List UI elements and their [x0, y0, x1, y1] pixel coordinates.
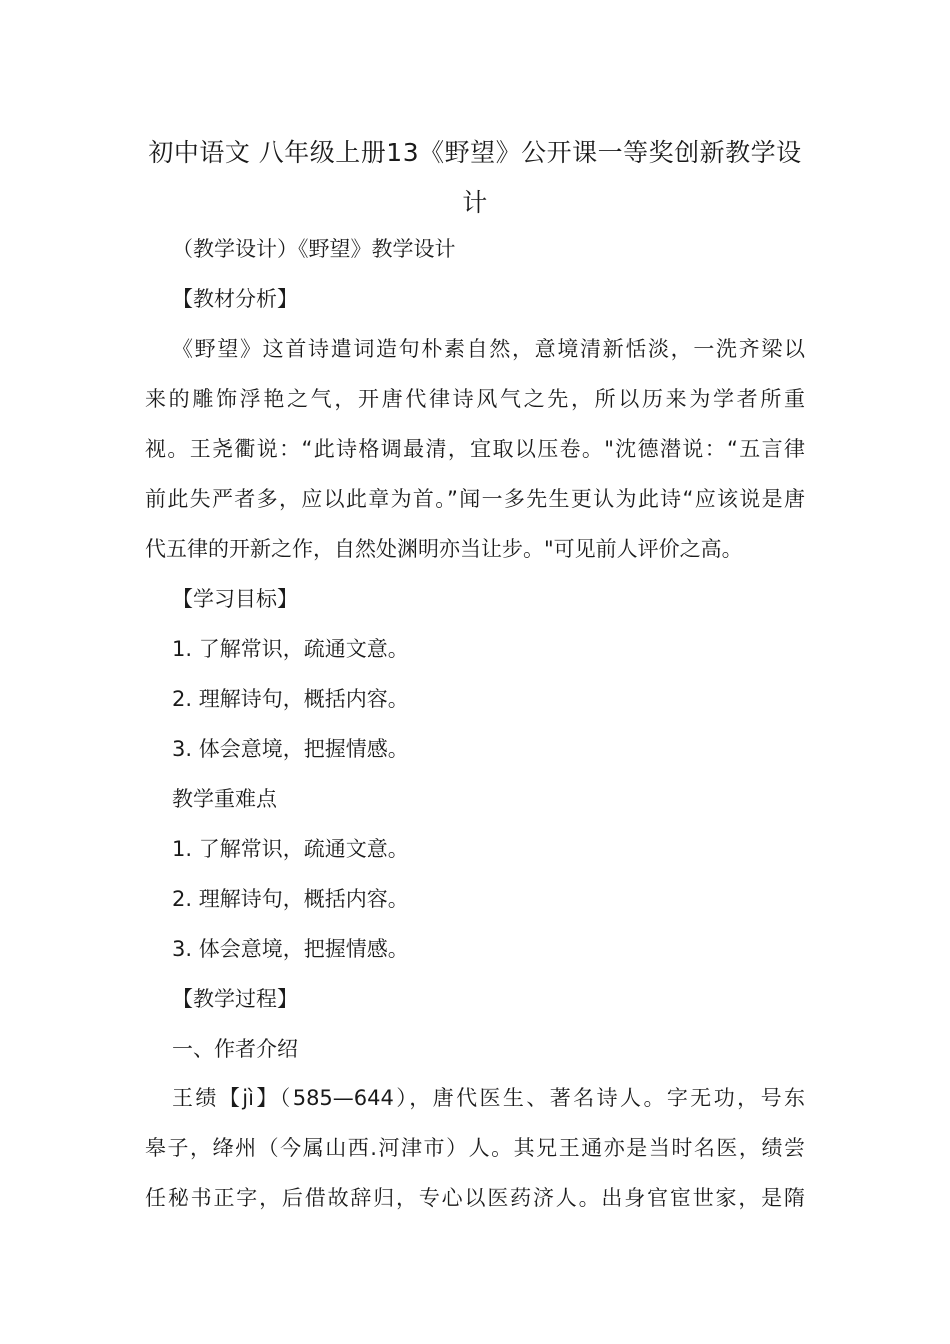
analysis-paragraph-line: 代五律的开新之作，自然处渊明亦当让步。"可见前人评价之高。: [145, 537, 743, 561]
document-subtitle: （教学设计）《野望》教学设计: [172, 237, 456, 261]
key-points-heading: 教学重难点: [172, 787, 277, 811]
analysis-paragraph-line: 视。王尧衢说：“此诗格调最清，宜取以压卷。"沈德潜说：“五言律: [145, 437, 805, 461]
process-heading: 【教学过程】: [172, 987, 298, 1011]
author-paragraph-line: 王绩【jì】（585—644），唐代医生、著名诗人。字无功，号东: [172, 1086, 805, 1110]
author-heading: 一、作者介绍: [172, 1037, 298, 1061]
analysis-paragraph-line: 前此失严者多，应以此章为首。”闻一多先生更认为此诗“应该说是唐: [145, 487, 805, 511]
key-point-item: 1. 了解常识，疏通文意。: [172, 837, 409, 861]
analysis-heading: 【教材分析】: [172, 287, 298, 311]
analysis-paragraph-line: 《野望》这首诗遣词造句朴素自然，意境清新恬淡，一洗齐梁以: [172, 337, 805, 361]
key-point-item: 2. 理解诗句，概括内容。: [172, 887, 409, 911]
goal-item: 1. 了解常识，疏通文意。: [172, 637, 409, 661]
goal-item: 2. 理解诗句，概括内容。: [172, 687, 409, 711]
goals-heading: 【学习目标】: [172, 587, 298, 611]
analysis-paragraph-line: 来的雕饰浮艳之气，开唐代律诗风气之先，所以历来为学者所重: [145, 387, 805, 411]
key-point-item: 3. 体会意境，把握情感。: [172, 937, 409, 961]
author-paragraph-line: 任秘书正字，后借故辞归，专心以医药济人。出身官宦世家，是隋: [145, 1186, 805, 1210]
document-title: 初中语文 八年级上册13《野望》公开课一等奖创新教学设计: [148, 138, 802, 217]
goal-item: 3. 体会意境，把握情感。: [172, 737, 409, 761]
author-paragraph-line: 皋子，绛州（今属山西.河津市）人。其兄王通亦是当时名医，绩尝: [145, 1136, 805, 1160]
